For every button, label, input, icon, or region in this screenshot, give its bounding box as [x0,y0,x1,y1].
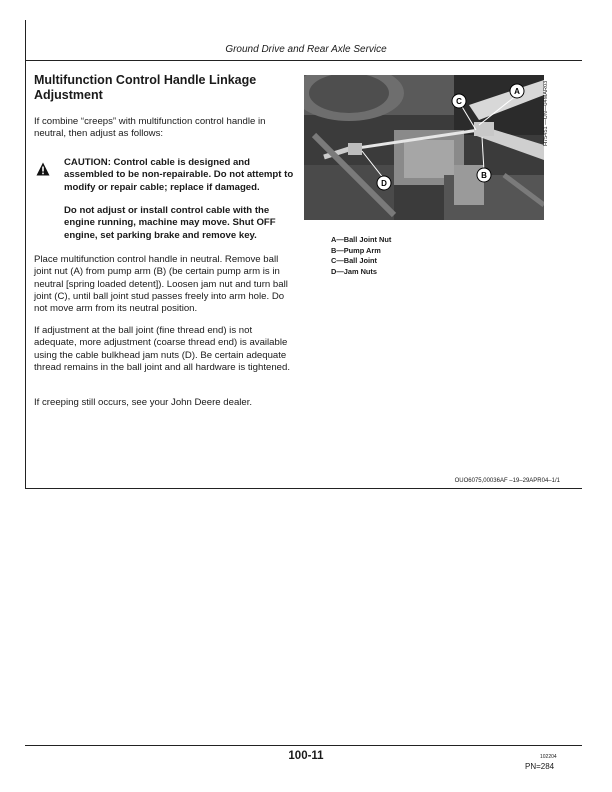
legend-item: B—Pump Arm [331,245,381,255]
content-box-left-border [25,60,26,489]
adjustment-paragraph: If adjustment at the ball joint (fine thread end) is not adequate, more adjustment (coarse thread end) is available using the cable bulkhead jam nuts (D). Be certain adequate thread remains in the ball joint and all hardware is tightened. [34,325,290,373]
warning-triangle-icon [36,162,50,176]
legend-item: D—Jam Nuts [331,266,377,276]
linkage-photo [304,75,544,220]
section-header: Ground Drive and Rear Axle Service [225,44,387,55]
footer-rule [25,745,582,746]
dealer-paragraph: If creeping still occurs, see your John Deere dealer. [34,397,253,408]
page-title: Multifunction Control Handle Linkage Adjustment [34,73,257,102]
intro-paragraph: If combine “creeps” with multifunction control handle in neutral, then adjust as follows: [34,116,266,140]
legend-item: C—Ball Joint [331,256,377,265]
date-code: 102204 [540,754,557,760]
callout-b: B [481,171,487,180]
document-reference: OUO6075,00036AF –19–29APR04–1/1 [454,478,560,484]
callout-a: A [514,87,520,96]
caution-statement-2: Do not adjust or install control cable with the engine running, machine may move. Shut OFF engine, set parking brake and remove key. [64,205,276,241]
procedure-paragraph: Place multifunction control handle in neutral. Remove ball joint nut (A) from pump arm (B) (be certain pump arm is in neutral [spring loaded detent]). Loosen jam nut and turn ball joint (C), until ball joint stud passes freely into arm hole. Do not move arm from its neutral position. [34,254,288,315]
caution-statement: CAUTION: Control cable is designed and assembled to be non-repairable. Do not attempt to modify or repair cable; replace if damaged. [64,157,294,193]
callout-c: C [456,97,462,106]
pn-number: PN=284 [525,762,555,771]
figure-id-label: H75451 —UN—04MAR03 [543,80,549,146]
content-box-top-border [25,60,582,61]
figure-legend [331,235,391,277]
legend-item: A—Ball Joint Nut [331,235,392,244]
callout-d: D [381,179,387,188]
content-box-bottom-border [25,488,582,489]
page-number: 100-11 [288,750,324,762]
